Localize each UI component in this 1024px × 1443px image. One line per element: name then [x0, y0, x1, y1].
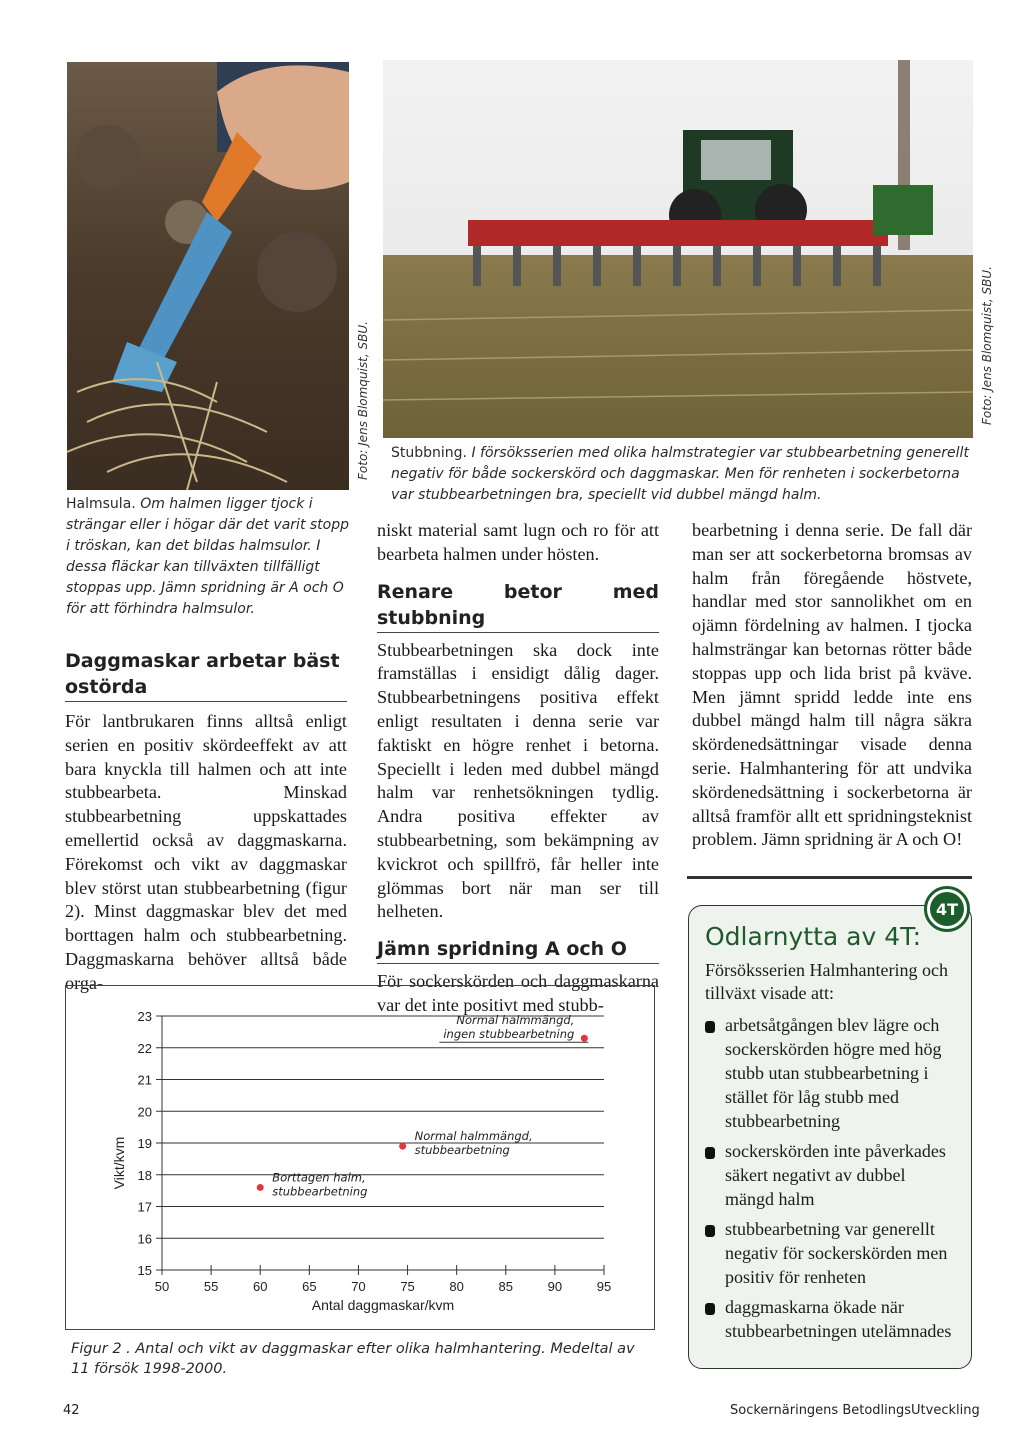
caption-left: [66, 494, 350, 620]
column-1-paragraph: För lantbrukaren finns alltså enligt serien en positiv skördeeffekt av att bara knyckla till halmen och att inte stubbearbeta. Minskad stubbearbetning uppskattades emellertid också av daggmaskarna. Förekomst och vikt av daggmaskar blev störst utan stubbearbetning (figur 2). Minst daggmaskar blev det med borttagen halm och stubbearbetning. Daggmaskarna behöver alltså både orga-: [65, 711, 347, 993]
badge-label: 4T: [930, 892, 964, 926]
bullet-icon: [705, 1225, 715, 1237]
chart-point-label: stubbearbetning: [414, 1143, 510, 1158]
chart-y-tick-label: 17: [137, 1199, 152, 1215]
column-2-paragraph-3: För sockerskörden och daggmaskarna var det inte positivt med stubb-: [377, 971, 659, 1015]
figure-caption: [71, 1339, 649, 1379]
caption-right-text: I försöksserien med olika halmstrategier var stubbearbetning generellt negativ för både sockerskörd och daggmaskar. Men för renheten i sockerbetorna var stubbearbetningen bra, speciellt vid dubbel mängd halm.: [391, 445, 969, 503]
column-2-paragraph-1: niskt material samt lugn och ro för att bearbeta halmen under hösten.: [377, 520, 659, 564]
divider-line: [687, 876, 972, 879]
caption-left-text: Om halmen ligger tjock i strängar eller i högar där det varit stopp i tröskan, kan det bildas halmsulor. I dessa fläckar kan tillväxten tillfälligt stoppas upp. Jämn spridning är A och O för att förhindra halmsulor.: [66, 496, 350, 617]
chart-y-tick-label: 19: [137, 1136, 152, 1151]
chart-x-tick-label: 95: [596, 1279, 612, 1294]
chart-point: [257, 1184, 264, 1191]
figure-frame: [65, 985, 655, 1330]
bullet-icon: [705, 1147, 715, 1159]
photo-stubble-cultivation-image: [383, 60, 973, 438]
chart-y-tick-label: 16: [137, 1231, 152, 1247]
chart-point-label: ingen stubbearbetning: [443, 1027, 575, 1042]
chart-worms: [66, 986, 653, 1328]
photo-stubble-cultivation: [383, 60, 973, 438]
chart-point: [581, 1035, 588, 1042]
chart-y-tick-label: 15: [137, 1263, 152, 1278]
column-2: [377, 519, 659, 1018]
publisher-name: Sockernäringens BetodlingsUtveckling: [730, 1403, 980, 1418]
chart-x-tick-label: 70: [351, 1279, 366, 1294]
chart-point-label: Normal halmmängd,: [456, 1013, 575, 1028]
fact-box-item: arbetsåtgången blev lägre och sockerskörden högre med hög stubb utan stubbearbetning i stället för låg stubb med stubbearbetning: [705, 1013, 957, 1133]
chart-point-label: stubbearbetning: [272, 1184, 368, 1199]
photo-straw-layer-image: [67, 62, 349, 490]
column-1-body: [65, 710, 347, 996]
caption-right: [391, 443, 973, 506]
chart-x-tick-label: 75: [400, 1279, 415, 1294]
caption-right-lead: Stubbning.: [391, 445, 467, 461]
chart-y-tick-label: 20: [137, 1104, 152, 1120]
chart-y-tick-label: 18: [137, 1167, 152, 1183]
column-1: [65, 648, 347, 996]
chart-point-label: Borttagen halm,: [272, 1170, 366, 1185]
fact-box-item: sockerskörden inte påverkades säkert negativt av dubbel mängd halm: [705, 1139, 957, 1211]
fact-box-item: daggmaskarna ökade när stubbearbetningen utelämnades: [705, 1295, 957, 1343]
fact-box-intro: Försöksserien Halmhantering och tillväxt visade att:: [705, 960, 948, 1003]
bullet-icon: [705, 1303, 715, 1315]
heading-daggmaskar: Daggmaskar arbetar bäst ostörda: [65, 648, 347, 702]
column-3-paragraph: bearbetning i denna serie. De fall där man ser att sockerbetorna bromsas av halm från föregående höstvete, handlar med stor sannolikhet om en ojämn fördelning av halmen. I tjocka halmsträngar kan betornas rötter både stoppas upp och lida brist på kväve. Men jämnt spridd ledde inte ens dubbel mängd halm till några säkra skördenedsättningar visade denna serie. Halmhantering för att undvika skördenedsättning i sockerbetorna är alltså framför allt ett spridningsteknist problem. Jämn spridning är A och O!: [692, 520, 972, 850]
photo-straw-layer: [67, 62, 349, 490]
fact-box-item: stubbearbetning var generellt negativ för sockerskörden men positiv för renheten: [705, 1217, 957, 1289]
fact-box: [688, 905, 972, 1369]
chart-x-tick-label: 65: [302, 1279, 317, 1294]
photo-credit-right: Foto: Jens Blomquist, SBU.: [980, 266, 994, 425]
chart-x-tick-label: 90: [547, 1279, 563, 1294]
fact-box-title: Odlarnytta av 4T:: [705, 922, 922, 951]
column-3-body: [692, 519, 972, 852]
column-2-paragraph-2: Stubbearbetningen ska dock inte framställas i ensidigt dålig dager. Stubbearbetningens positiva effekt enligt resultaten i denna serie var faktiskt en högre renhet i betorna. Speciellt i leden med dubbel mängd halm var renhetsökningen tydlig. Andra positiva effekter av stubbearbetning, som bekämpning av kvickrot och spillfrö, får heller inte glömmas bort när man ser till helheten.: [377, 639, 659, 922]
chart-y-tick-label: 21: [137, 1072, 152, 1088]
chart-y-axis-title: Vikt/kvm: [111, 1136, 127, 1190]
figure-caption-text: Figur 2 . Antal och vikt av daggmaskar efter olika halmhantering. Medeltal av 11 försök 1998-2000.: [71, 1341, 635, 1377]
chart-x-tick-label: 85: [498, 1279, 514, 1294]
chart-y-tick-label: 23: [137, 1009, 152, 1024]
column-2-body: [377, 519, 659, 1018]
chart-x-tick-label: 55: [203, 1279, 219, 1294]
chart-point: [399, 1143, 406, 1150]
chart-y-tick-label: 22: [137, 1040, 152, 1056]
page-number: 42: [63, 1403, 80, 1418]
chart-point-label: Normal halmmängd,: [414, 1129, 533, 1144]
caption-left-lead: Halmsula.: [66, 496, 136, 512]
photo-credit-left: Foto: Jens Blomquist, SBU.: [356, 321, 370, 480]
bullet-icon: [705, 1021, 715, 1033]
chart-x-tick-label: 60: [252, 1279, 268, 1294]
fact-box-list: [705, 1013, 957, 1343]
chart-x-tick-label: 80: [449, 1279, 464, 1294]
heading-renare-betor: Renare betor med stubbning: [377, 579, 659, 633]
chart-x-tick-label: 50: [154, 1279, 170, 1294]
4t-logo-icon: [924, 886, 970, 932]
chart-x-axis-title: Antal daggmaskar/kvm: [311, 1297, 455, 1313]
column-3: [692, 519, 972, 852]
heading-jamn-spridning: Jämn spridning A och O: [377, 936, 659, 964]
